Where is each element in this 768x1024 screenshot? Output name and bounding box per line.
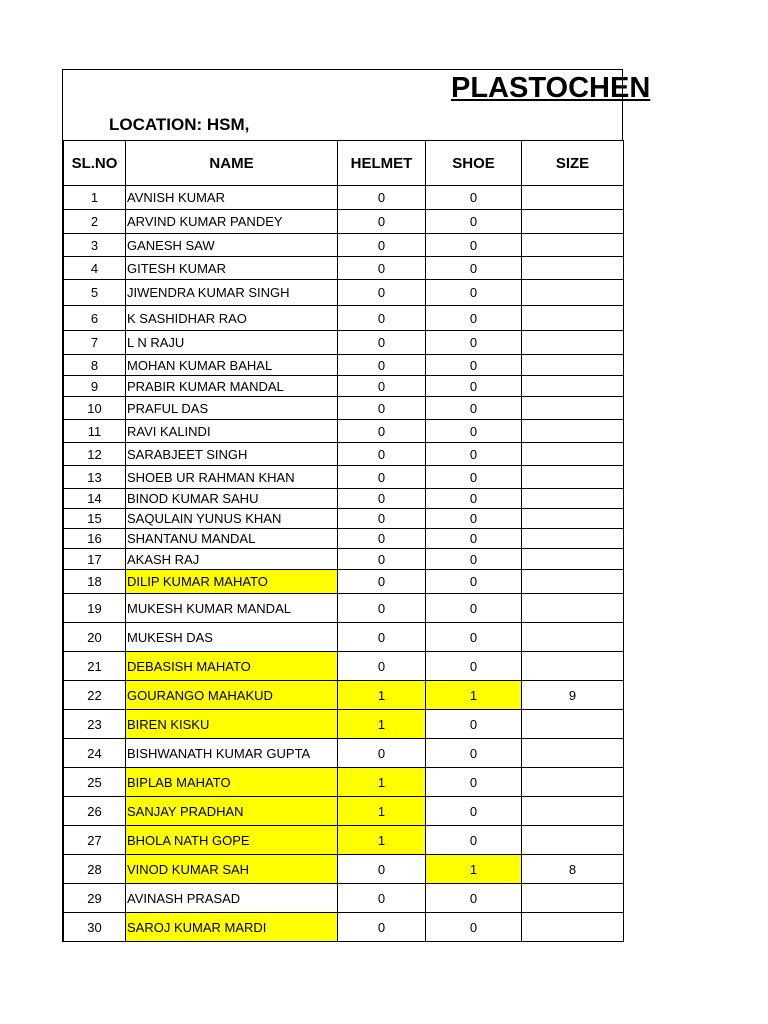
table-row [64,913,624,942]
cell-helmet[interactable]: 0 [338,420,426,443]
cell-size[interactable] [522,623,624,652]
cell-slno[interactable]: 4 [64,257,126,280]
cell-size[interactable] [522,710,624,739]
cell-helmet[interactable]: 0 [338,234,426,257]
cell-slno[interactable]: 16 [64,529,126,549]
cell-name[interactable]: SARABJEET SINGH [126,443,338,466]
cell-shoe[interactable]: 0 [426,280,522,306]
table-row [64,210,624,234]
table-row [64,826,624,855]
cell-name[interactable]: BHOLA NATH GOPE [126,826,338,855]
cell-size[interactable] [522,443,624,466]
cell-name[interactable]: DILIP KUMAR MAHATO [126,570,338,594]
cell-slno[interactable]: 22 [64,681,126,710]
cell-name[interactable]: DEBASISH MAHATO [126,652,338,681]
cell-slno[interactable]: 1 [64,186,126,210]
table-row [64,509,624,529]
cell-helmet[interactable]: 0 [338,529,426,549]
cell-slno[interactable]: 17 [64,549,126,570]
cell-shoe[interactable]: 0 [426,420,522,443]
cell-name[interactable]: K SASHIDHAR RAO [126,306,338,331]
table-body [64,186,624,942]
cell-shoe[interactable]: 0 [426,509,522,529]
cell-shoe[interactable]: 1 [426,855,522,884]
cell-helmet[interactable]: 0 [338,594,426,623]
cell-size[interactable] [522,355,624,376]
cell-slno[interactable]: 7 [64,331,126,355]
cell-slno[interactable]: 18 [64,570,126,594]
cell-helmet[interactable]: 0 [338,397,426,420]
cell-slno[interactable]: 13 [64,466,126,489]
cell-shoe[interactable]: 0 [426,210,522,234]
cell-name[interactable]: AVNISH KUMAR [126,186,338,210]
cell-shoe[interactable]: 0 [426,186,522,210]
cell-shoe[interactable]: 0 [426,549,522,570]
cell-slno[interactable]: 9 [64,376,126,397]
cell-name[interactable]: BIPLAB MAHATO [126,768,338,797]
cell-slno[interactable]: 14 [64,489,126,509]
header-row [64,141,624,186]
cell-helmet[interactable]: 0 [338,855,426,884]
cell-slno[interactable]: 2 [64,210,126,234]
cell-shoe[interactable]: 0 [426,826,522,855]
cell-size[interactable] [522,210,624,234]
cell-name[interactable]: AKASH RAJ [126,549,338,570]
cell-size[interactable] [522,186,624,210]
table-row [64,466,624,489]
cell-size[interactable] [522,570,624,594]
cell-size[interactable] [522,652,624,681]
cell-helmet[interactable]: 0 [338,913,426,942]
cell-slno[interactable]: 29 [64,884,126,913]
cell-shoe[interactable]: 0 [426,913,522,942]
cell-size[interactable] [522,768,624,797]
cell-shoe[interactable]: 1 [426,681,522,710]
cell-helmet[interactable]: 1 [338,797,426,826]
cell-slno[interactable]: 6 [64,306,126,331]
table-row [64,186,624,210]
cell-helmet[interactable]: 0 [338,257,426,280]
cell-slno[interactable]: 25 [64,768,126,797]
table-row [64,855,624,884]
cell-name[interactable]: SAQULAIN YUNUS KHAN [126,509,338,529]
cell-slno[interactable]: 3 [64,234,126,257]
table-row [64,397,624,420]
cell-size[interactable] [522,420,624,443]
table-row [64,884,624,913]
cell-name[interactable]: SHANTANU MANDAL [126,529,338,549]
cell-helmet[interactable]: 0 [338,355,426,376]
table-row [64,331,624,355]
cell-shoe[interactable]: 0 [426,443,522,466]
cell-size[interactable] [522,280,624,306]
cell-shoe[interactable]: 0 [426,234,522,257]
table-row [64,234,624,257]
cell-shoe[interactable]: 0 [426,797,522,826]
cell-slno[interactable]: 28 [64,855,126,884]
table-row [64,710,624,739]
cell-size[interactable] [522,594,624,623]
column-header-slno[interactable]: SL.NO [64,141,126,186]
table-row [64,594,624,623]
cell-shoe[interactable]: 0 [426,623,522,652]
cell-helmet[interactable]: 0 [338,570,426,594]
cell-slno[interactable]: 11 [64,420,126,443]
cell-size[interactable] [522,549,624,570]
cell-shoe[interactable]: 0 [426,257,522,280]
cell-name[interactable]: MOHAN KUMAR BAHAL [126,355,338,376]
table-row [64,681,624,710]
column-header-helmet[interactable]: HELMET [338,141,426,186]
cell-helmet[interactable]: 0 [338,549,426,570]
cell-size[interactable] [522,529,624,549]
cell-helmet[interactable]: 0 [338,210,426,234]
cell-size[interactable] [522,234,624,257]
sheet-title: PLASTOCHEN [451,72,651,104]
spreadsheet [62,69,651,942]
cell-name[interactable]: VINOD KUMAR SAH [126,855,338,884]
cell-helmet[interactable]: 0 [338,509,426,529]
table-row [64,797,624,826]
cell-shoe[interactable]: 0 [426,489,522,509]
cell-name[interactable]: RAVI KALINDI [126,420,338,443]
cell-shoe[interactable]: 0 [426,570,522,594]
table-row [64,420,624,443]
cell-shoe[interactable]: 0 [426,397,522,420]
column-header-size[interactable]: SIZE [522,141,624,186]
cell-helmet[interactable]: 0 [338,652,426,681]
cell-slno[interactable]: 5 [64,280,126,306]
cell-slno[interactable]: 23 [64,710,126,739]
cell-name[interactable]: ARVIND KUMAR PANDEY [126,210,338,234]
cell-size[interactable]: 9 [522,681,624,710]
cell-shoe[interactable]: 0 [426,710,522,739]
cell-helmet[interactable]: 0 [338,331,426,355]
cell-name[interactable]: L N RAJU [126,331,338,355]
cell-name[interactable]: PRAFUL DAS [126,397,338,420]
cell-shoe[interactable]: 0 [426,652,522,681]
cell-helmet[interactable]: 0 [338,739,426,768]
cell-name[interactable]: BISHWANATH KUMAR GUPTA [126,739,338,768]
cell-shoe[interactable]: 0 [426,768,522,797]
cell-name[interactable]: SAROJ KUMAR MARDI [126,913,338,942]
cell-size[interactable] [522,826,624,855]
cell-slno[interactable]: 15 [64,509,126,529]
cell-shoe[interactable]: 0 [426,466,522,489]
cell-name[interactable]: SHOEB UR RAHMAN KHAN [126,466,338,489]
cell-helmet[interactable]: 0 [338,443,426,466]
table-row [64,549,624,570]
cell-helmet[interactable]: 1 [338,768,426,797]
cell-helmet[interactable]: 0 [338,623,426,652]
cell-helmet[interactable]: 1 [338,681,426,710]
cell-slno[interactable]: 19 [64,594,126,623]
cell-slno[interactable]: 20 [64,623,126,652]
cell-helmet[interactable]: 0 [338,884,426,913]
cell-size[interactable] [522,397,624,420]
cell-shoe[interactable]: 0 [426,331,522,355]
cell-name[interactable]: AVINASH PRASAD [126,884,338,913]
cell-shoe[interactable]: 0 [426,739,522,768]
table-row [64,489,624,509]
cell-size[interactable] [522,797,624,826]
cell-name[interactable]: GANESH SAW [126,234,338,257]
cell-name[interactable]: MUKESH DAS [126,623,338,652]
cell-helmet[interactable]: 0 [338,489,426,509]
cell-shoe[interactable]: 0 [426,594,522,623]
table-row [64,306,624,331]
cell-slno[interactable]: 10 [64,397,126,420]
location-label: LOCATION: HSM, [109,115,250,134]
cell-helmet[interactable]: 1 [338,710,426,739]
cell-slno[interactable]: 12 [64,443,126,466]
cell-helmet[interactable]: 1 [338,826,426,855]
cell-size[interactable] [522,306,624,331]
cell-shoe[interactable]: 0 [426,306,522,331]
cell-name[interactable]: PRABIR KUMAR MANDAL [126,376,338,397]
cell-name[interactable]: MUKESH KUMAR MANDAL [126,594,338,623]
cell-slno[interactable]: 30 [64,913,126,942]
cell-slno[interactable]: 26 [64,797,126,826]
table-row [64,652,624,681]
cell-name[interactable]: GITESH KUMAR [126,257,338,280]
column-header-name[interactable]: NAME [126,141,338,186]
cell-slno[interactable]: 27 [64,826,126,855]
cell-name[interactable]: SANJAY PRADHAN [126,797,338,826]
cell-size[interactable] [522,376,624,397]
cell-size[interactable] [522,884,624,913]
cell-helmet[interactable]: 0 [338,306,426,331]
title-area [63,70,651,140]
cell-shoe[interactable]: 0 [426,884,522,913]
table-row [64,623,624,652]
cell-name[interactable]: BINOD KUMAR SAHU [126,489,338,509]
table-row [64,355,624,376]
cell-helmet[interactable]: 0 [338,186,426,210]
cell-size[interactable] [522,257,624,280]
table-row [64,376,624,397]
table-row [64,257,624,280]
cell-size[interactable] [522,739,624,768]
data-table [63,140,624,942]
table-row [64,529,624,549]
table-row [64,570,624,594]
cell-name[interactable]: GOURANGO MAHAKUD [126,681,338,710]
cell-helmet[interactable]: 0 [338,376,426,397]
cell-shoe[interactable]: 0 [426,376,522,397]
table-row [64,739,624,768]
cell-helmet[interactable]: 0 [338,280,426,306]
cell-slno[interactable]: 8 [64,355,126,376]
cell-size[interactable] [522,913,624,942]
cell-name[interactable]: JIWENDRA KUMAR SINGH [126,280,338,306]
column-header-shoe[interactable]: SHOE [426,141,522,186]
cell-size[interactable] [522,509,624,529]
table-row [64,768,624,797]
cell-size[interactable] [522,489,624,509]
cell-shoe[interactable]: 0 [426,355,522,376]
cell-size[interactable] [522,331,624,355]
cell-name[interactable]: BIREN KISKU [126,710,338,739]
table-row [64,280,624,306]
cell-size[interactable]: 8 [522,855,624,884]
cell-size[interactable] [522,466,624,489]
table-row [64,443,624,466]
cell-shoe[interactable]: 0 [426,529,522,549]
cell-slno[interactable]: 21 [64,652,126,681]
cell-slno[interactable]: 24 [64,739,126,768]
cell-helmet[interactable]: 0 [338,466,426,489]
